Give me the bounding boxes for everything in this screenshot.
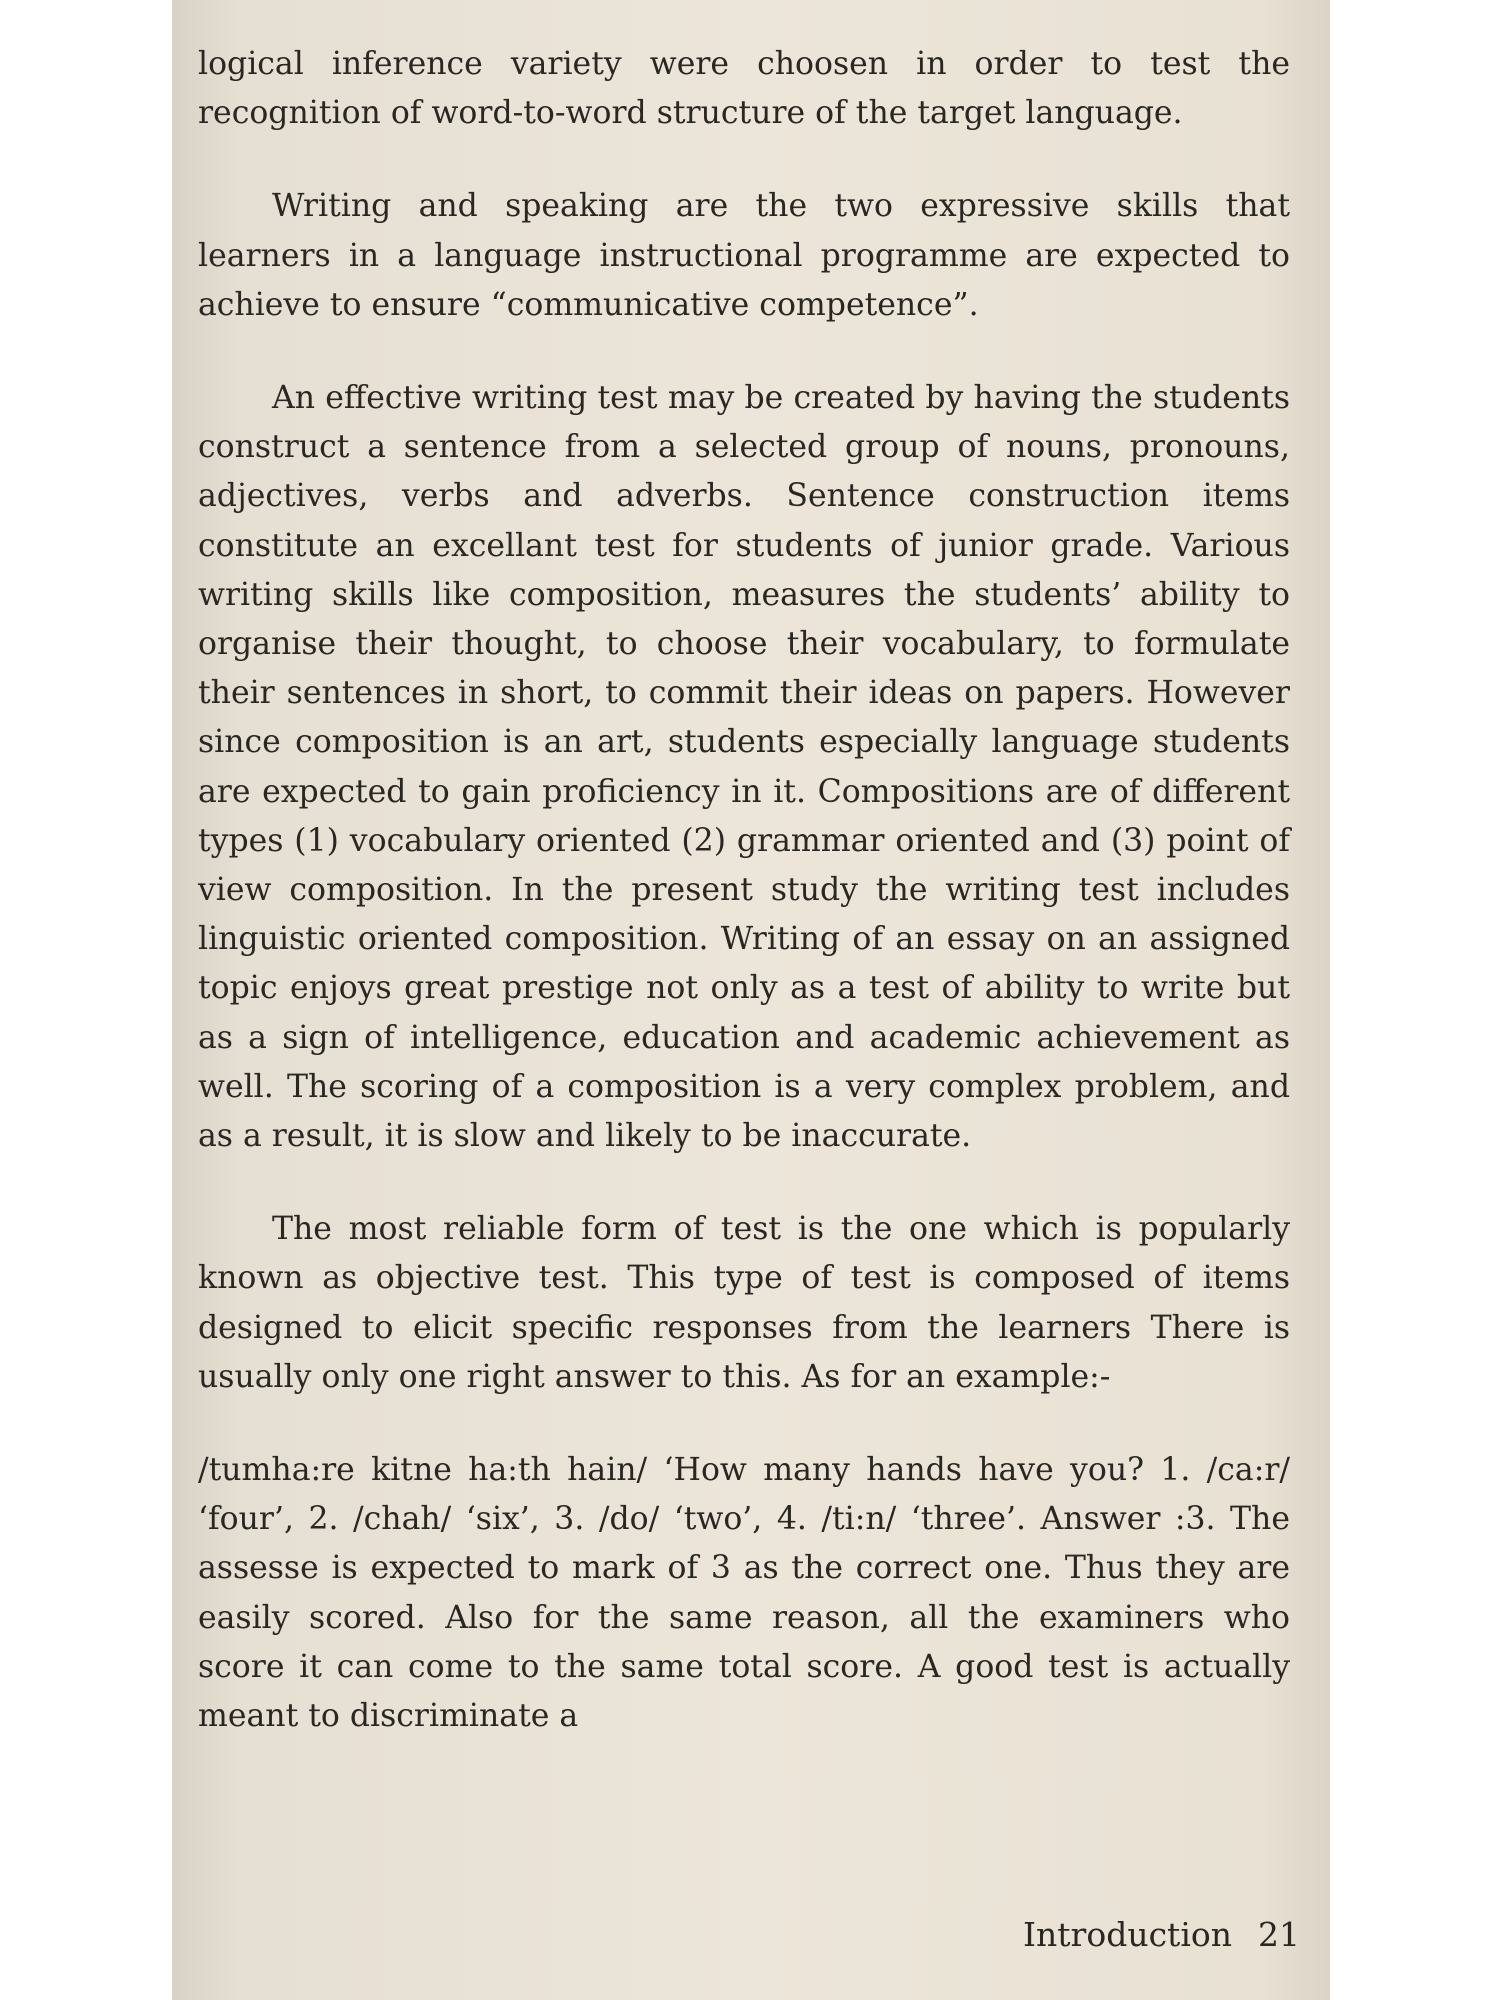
paragraph-writing-test: An effective writing test may be created by having the students construct a sentence from a selected group of nouns, pronouns, adjectives, verbs and adverbs. Sentence construction items constitute an excellant test for students of junior grade. Various writing skills like composition, measures the students’ ability to organise their thought, to choose their vocabulary, to formulate their sentences in short, to commit their ideas on papers. However since composition is an art, students especially language students are expected to gain proficiency in it. Compositions are of different types (1) vocabulary oriented (2) grammar oriented and (3) point of view composition. In the present study the writing test includes linguistic oriented composition. Writing of an essay on an assigned topic enjoys great prestige not only as a test of ability to write but as a sign of intelligence, education and academic achievement as well. The scoring of a composition is a very complex problem, and as a result, it is slow and likely to be inaccurate. [198, 380, 1290, 1155]
running-footer-section: Introduction [1023, 1915, 1232, 1954]
paragraph-example: /tumha:re kitne ha:th hain/ ‘How many hands have you? 1. /ca:r/ ‘four’, 2. /chah/ ‘six’, 3. /do/ ‘two’, 4. /ti:n/ ‘three’. Answer :3. The assesse is expected to mark of 3 as the correct one. Thus they are easily scored. Also for the same reason, all the examiners who score it can come to the same total score. A good test is actually meant to discriminate a [198, 1452, 1290, 1735]
page-footer [172, 1915, 1300, 1954]
page-number: 21 [1258, 1915, 1300, 1954]
book-page [172, 0, 1330, 2000]
paragraph-continuation: logical inference variety were choosen in order to test the recognition of word-to-word structure of the target language. [198, 46, 1290, 132]
paragraph-objective-test: The most reliable form of test is the one which is popularly known as objective test. This type of test is composed of items designed to elicit specific responses from the learners There is usually only one right answer to this. As for an example:- [198, 1211, 1290, 1395]
paragraph-expressive-skills: Writing and speaking are the two expressive skills that learners in a language instructional programme are expected to achieve to ensure “communicative competence”. [198, 188, 1290, 323]
